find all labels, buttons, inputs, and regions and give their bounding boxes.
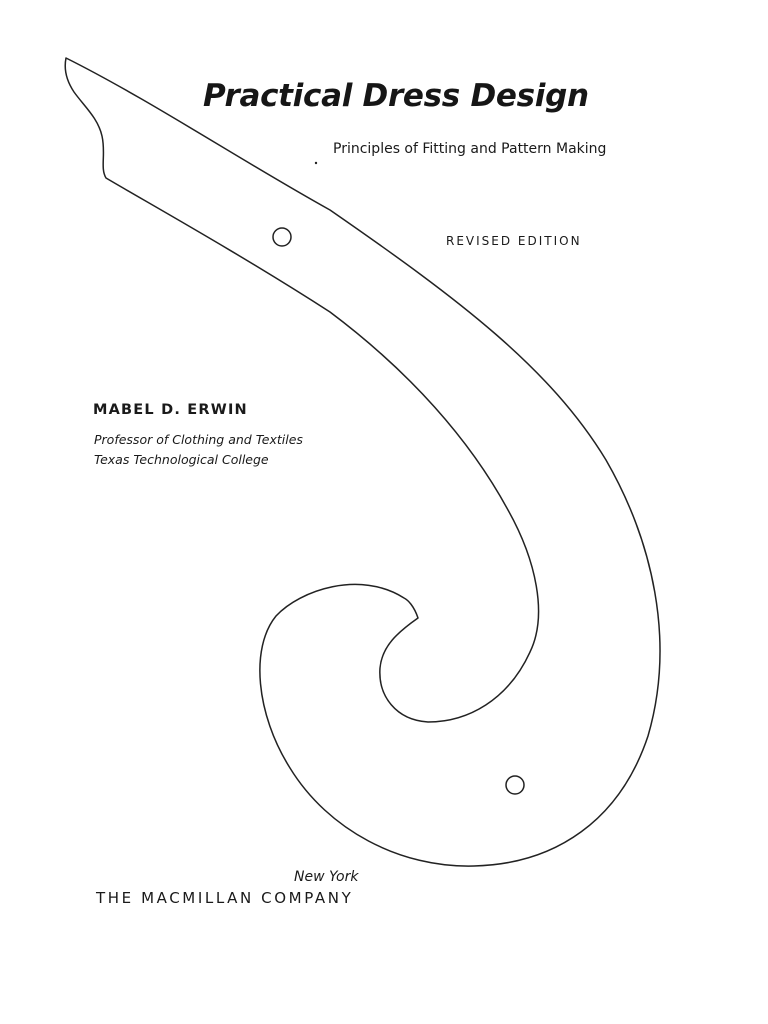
publisher-name: THE MACMILLAN COMPANY [96,889,354,907]
speck-mark [315,162,317,164]
edition-label: REVISED EDITION [446,234,582,248]
author-name: MABEL D. ERWIN [93,402,248,418]
curve-hole-lower [506,776,524,794]
publisher-city: New York [294,869,359,885]
curve-hole-upper [273,228,291,246]
author-position: Professor of Clothing and Textiles [94,432,303,447]
author-institution: Texas Technological College [94,452,269,467]
book-title: Practical Dress Design [203,78,589,114]
book-subtitle: Principles of Fitting and Pattern Making [333,141,607,157]
